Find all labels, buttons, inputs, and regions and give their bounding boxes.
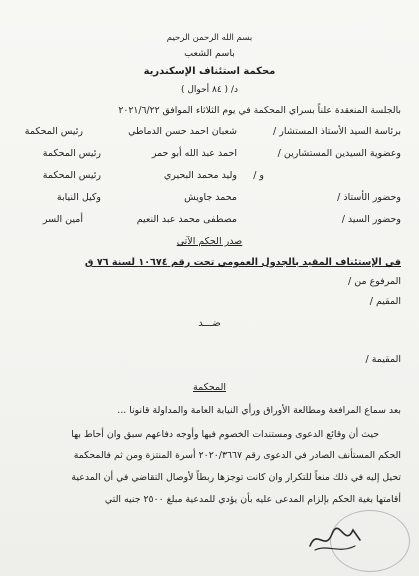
panel-role: وحضور السيد /	[341, 214, 401, 225]
body-paragraph: تحيل إليه في ذلك منعاً للتكرار وان كانت توجزها ربطاً لأوصال التقاضي في أن المدعية	[71, 472, 401, 483]
in-the-name-of-people: باسم الشعب	[184, 48, 235, 59]
panel-role: و /	[253, 170, 264, 181]
signature-icon	[305, 518, 365, 558]
case-number: في الإستئناف المقيد بالجدول العمومي تحت رقم ١٠٦٧٤ لسنة ٧٦ ق	[84, 257, 401, 268]
resident2-label: المقيمة /	[365, 354, 401, 365]
panel-title: رئيس المحكمة	[42, 170, 101, 181]
panel-title: وكيل النيابة	[56, 192, 101, 203]
verdict-title: صدر الحكم الآتي	[176, 236, 243, 247]
panel-role: وعضوية السيدين المستشارين /	[277, 148, 401, 159]
panel-name: وليد محمد البحيري	[163, 170, 237, 181]
panel-role: وحضور الأستاذ /	[337, 192, 401, 203]
body-paragraph: الحكم المستأنف الصادر في الدعوى رقم ٢٠٢٠/٣٦٦٧ أسرة المنتزة ومن ثم فالمحكمة	[73, 450, 401, 461]
body-paragraph: أقامتها بغية الحكم بإلزام المدعى عليه بأن يؤدي للمدعية مبلغ ٢٥٠٠ جنيه التي	[104, 494, 401, 505]
panel-name: احمد عبد الله أبو حمر	[151, 148, 237, 159]
panel-role: برئاسة السيد الأستاذ المستشار /	[273, 126, 401, 137]
circuit-number: د/ ( ٨٤ أحوال )	[181, 85, 238, 95]
court-heading: المحكمة	[193, 382, 226, 393]
appellant-label: المرفوع من /	[348, 276, 401, 287]
panel-name: شعبان احمد حسن الدماطي	[128, 126, 237, 137]
session-intro: بالجلسة المنعقدة علناً بسراي المحكمة في يوم الثلاثاء الموافق ٢٠٢١/٦/٢٢	[118, 105, 401, 116]
panel-name: محمد جاويش	[184, 192, 237, 203]
panel-title: رئيس المحكمة	[42, 148, 101, 159]
panel-title: أمين السر	[42, 214, 83, 225]
panel-title: رئيس المحكمة	[24, 126, 83, 137]
panel-name: مصطفى محمد عبد النعيم	[136, 214, 237, 225]
resident-label: المقيم /	[369, 296, 401, 307]
court-name: محكمة استئناف الإسكندرية	[143, 66, 276, 77]
basmala: بسم الله الرحمن الرحيم	[166, 33, 253, 43]
against-label: ضـــد	[198, 318, 221, 329]
body-paragraph: حيث أن وقائع الدعوى ومستندات الخصوم فيها وأوجه دفاعهم سبق وان أحاط بها	[71, 429, 379, 440]
body-paragraph: بعد سماع المرافعة ومطالعة الأوراق ورأي النيابة العامة والمداولة قانونا ...	[117, 405, 401, 416]
